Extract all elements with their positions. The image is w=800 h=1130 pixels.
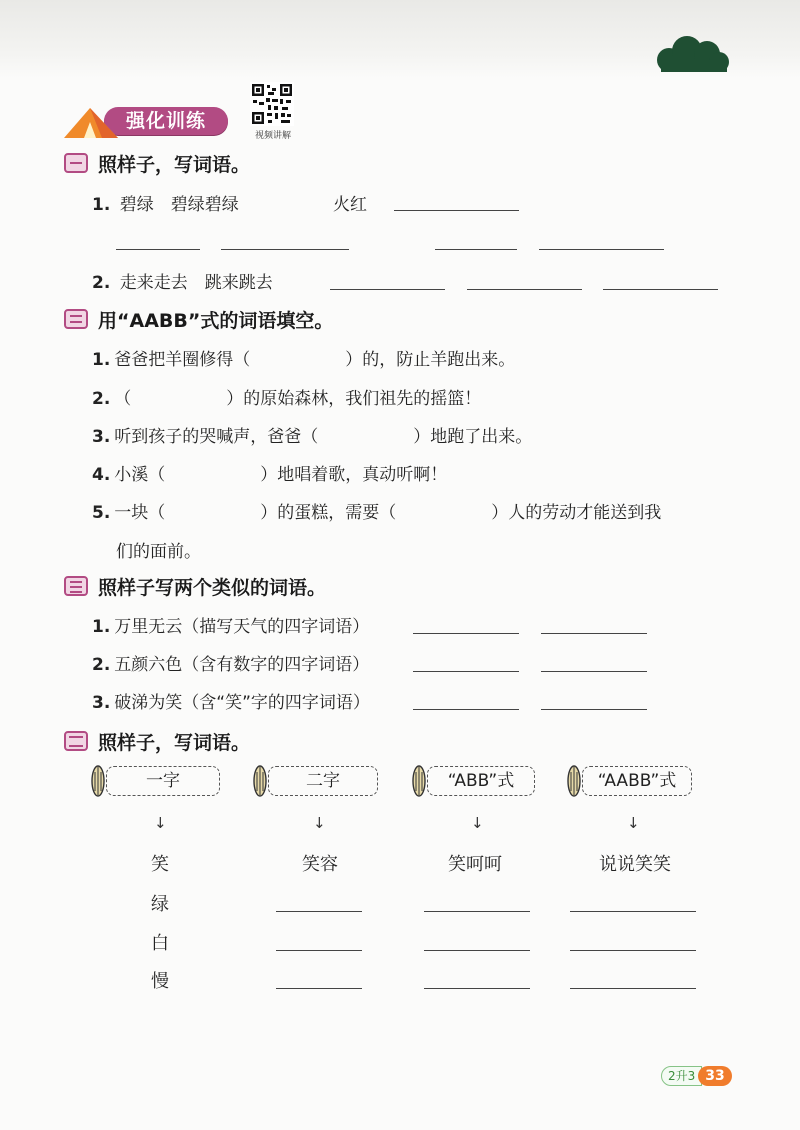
down-arrow-icon: ↓ (627, 814, 640, 832)
seed-icon (411, 764, 427, 798)
seed-icon (252, 764, 268, 798)
fill-item-3: 3. 听到孩子的哭喊声，爸爸（ ）地跑了出来。 (92, 427, 533, 447)
similar-item-1: 1. 万里无云（描写天气的四字词语） (92, 617, 370, 637)
header-card-aabb: “AABB”式 (582, 766, 692, 796)
fill-item-4: 4. 小溪（ ）地唱着歌，真动听啊！ (92, 465, 448, 485)
grade-label: 2升3 (661, 1066, 702, 1086)
seed-icon (566, 764, 582, 798)
answer-blank[interactable] (276, 950, 362, 951)
example-aabb: 说说笑笑 (599, 854, 671, 875)
answer-blank[interactable] (394, 210, 519, 211)
q1-example: 碧绿 碧绿碧绿 (119, 195, 239, 215)
section1-q2: 2. 走来走去 跳来跳去 (92, 273, 273, 293)
section2-heading: 用“AABB”式的词语填空。 (64, 306, 333, 332)
section1-heading: 照样子，写词语。 (64, 150, 250, 176)
down-arrow-icon: ↓ (154, 814, 167, 832)
answer-blank[interactable] (424, 950, 530, 951)
q2-example: 走来走去 跳来跳去 (119, 273, 273, 293)
answer-blank[interactable] (276, 988, 362, 989)
down-arrow-icon: ↓ (313, 814, 326, 832)
section-banner (62, 104, 232, 140)
qr-code-icon[interactable] (250, 82, 294, 126)
example-abb: 笑呵呵 (448, 854, 502, 875)
seed-icon (90, 764, 106, 798)
fill-item-1: 1. 爸爸把羊圈修得（ ）的，防止羊跑出来。 (92, 350, 516, 370)
section-number-three-icon (64, 576, 88, 596)
answer-blank[interactable] (413, 709, 519, 710)
header-card-two-char: 二字 (268, 766, 378, 796)
row-char-white: 白 (151, 933, 169, 954)
answer-blank[interactable] (221, 249, 349, 250)
section-number-four-icon (64, 731, 88, 751)
answer-blank[interactable] (570, 988, 696, 989)
answer-blank[interactable] (276, 911, 362, 912)
example-one-char: 笑 (151, 854, 169, 875)
section-number-one-icon (64, 153, 88, 173)
banner-pill (104, 107, 228, 135)
example-two-char: 笑容 (302, 854, 338, 875)
row-char-green: 绿 (151, 894, 169, 915)
section3-heading: 照样子写两个类似的词语。 (64, 573, 326, 599)
page-number (661, 1065, 732, 1087)
answer-blank[interactable] (541, 633, 647, 634)
answer-blank[interactable] (330, 289, 445, 290)
section4-heading: 照样子，写词语。 (64, 728, 250, 754)
answer-blank[interactable] (541, 671, 647, 672)
answer-blank[interactable] (435, 249, 517, 250)
q1-word: 火红 (333, 195, 367, 215)
header-card-one-char: 一字 (106, 766, 220, 796)
down-arrow-icon: ↓ (471, 814, 484, 832)
similar-item-2: 2. 五颜六色（含有数字的四字词语） (92, 655, 370, 675)
header-card-abb: “ABB”式 (427, 766, 535, 796)
fill-item-2: 2. （ ）的原始森林，我们祖先的摇篮！ (92, 389, 482, 409)
section-number-two-icon (64, 309, 88, 329)
banner-title: 强化训练 (125, 110, 206, 132)
qr-caption: 视频讲解 (254, 131, 291, 141)
answer-blank[interactable] (603, 289, 718, 290)
section1-q1: 1. 碧绿 碧绿碧绿 (92, 195, 239, 215)
answer-blank[interactable] (541, 709, 647, 710)
fill-item-5-continued: 们的面前。 (116, 542, 201, 562)
page-number-badge: 33 (698, 1066, 731, 1086)
answer-blank[interactable] (116, 249, 200, 250)
tent-icon (62, 104, 122, 140)
answer-blank[interactable] (424, 988, 530, 989)
cloud-decoration-icon (655, 36, 730, 72)
similar-item-3: 3. 破涕为笑（含“笑”字的四字词语） (92, 693, 370, 713)
answer-blank[interactable] (467, 289, 582, 290)
answer-blank[interactable] (413, 671, 519, 672)
row-char-slow: 慢 (151, 971, 169, 992)
answer-blank[interactable] (539, 249, 664, 250)
answer-blank[interactable] (424, 911, 530, 912)
answer-blank[interactable] (570, 950, 696, 951)
fill-item-5: 5. 一块（ ）的蛋糕，需要（ ）人的劳动才能送到我 (92, 503, 662, 523)
answer-blank[interactable] (413, 633, 519, 634)
answer-blank[interactable] (570, 911, 696, 912)
